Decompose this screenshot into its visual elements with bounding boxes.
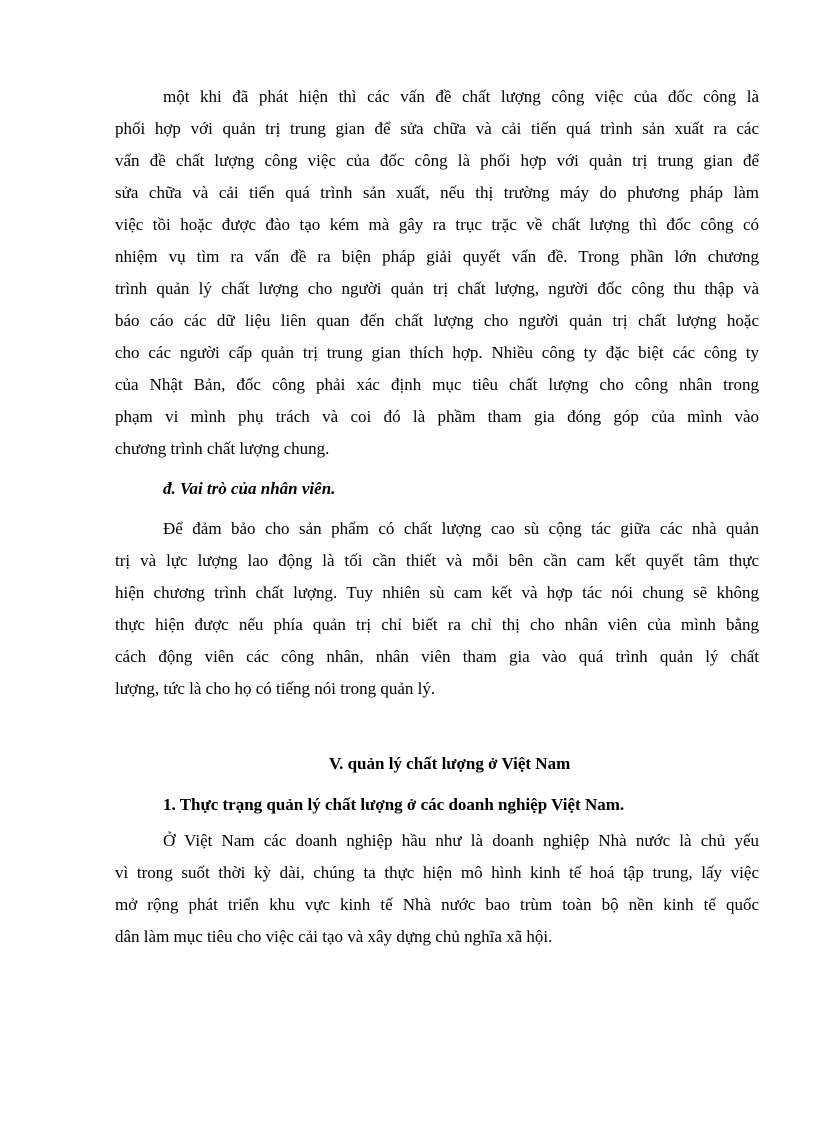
paragraph-line: cách động viên các công nhân, nhân viên tham gia vào quá trình quản lý chất xyxy=(115,647,759,666)
section-heading-current-status: 1. Thực trạng quản lý chất lượng ở các doanh nghiệp Việt Nam. xyxy=(163,795,625,814)
paragraph-line: dân làm mục tiêu cho việc cải tạo và xây dựng chủ nghĩa xã hội. xyxy=(115,927,553,946)
paragraph-line: chương trình chất lượng chung. xyxy=(115,439,330,458)
paragraph-line: vì trong suốt thời kỳ dài, chúng ta thực hiện mô hình kinh tế hoá tập trung, lấy việc xyxy=(115,863,759,882)
paragraph-line: nhiệm vụ tìm ra vấn đề ra biện pháp giải quyết vấn đề. Trong phần lớn chương xyxy=(115,247,759,266)
paragraph-line: mở rộng phát triển khu vực kinh tế Nhà nước bao trùm toàn bộ nền kinh tế quốc xyxy=(115,895,759,914)
paragraph-line: vấn đề chất lượng công việc của đốc công là phối hợp với quản trị trung gian để xyxy=(115,151,759,170)
paragraph-line: thực hiện được nếu phía quản trị chỉ biết ra chỉ thị cho nhân viên của mình bằng xyxy=(115,615,759,634)
paragraph-line: lượng, tức là cho họ có tiếng nói trong quản lý. xyxy=(115,679,436,698)
paragraph-line: Ở Việt Nam các doanh nghiệp hầu như là doanh nghiệp Nhà nước là chủ yếu xyxy=(163,831,759,850)
paragraph-line: trình quản lý chất lượng cho người quản trị chất lượng, người đốc công thu thập và xyxy=(115,279,759,298)
paragraph-line: trị và lực lượng lao động là tối cần thiết và mỗi bên cần cam kết quyết tâm thực xyxy=(115,551,759,570)
paragraph-line: báo cáo các dữ liệu liên quan đến chất lượng cho người quản trị chất lượng hoặc xyxy=(115,311,759,330)
paragraph-line: hiện chương trình chất lượng. Tuy nhiên sù cam kết và hợp tác nói chung sẽ không xyxy=(115,583,759,602)
paragraph-line: Để đảm bảo cho sản phẩm có chất lượng cao sù cộng tác giữa các nhà quản xyxy=(163,519,759,538)
paragraph-line: của Nhật Bản, đốc công phải xác định mục tiêu chất lượng cho công nhân trong xyxy=(115,375,759,394)
paragraph-line: sửa chữa và cải tiến quá trình sản xuất, nếu thị trường máy do phương pháp làm xyxy=(115,183,759,202)
section-heading-role-of-employees: đ. Vai trò của nhân viên. xyxy=(163,479,336,498)
paragraph-line: phạm vi mình phụ trách và coi đó là phầm tham gia đóng góp của mình vào xyxy=(115,407,759,426)
section-heading-vietnam-quality-management: V. quản lý chất lượng ở Việt Nam xyxy=(329,754,571,773)
paragraph-line: việc tồi hoặc được đào tạo kém mà gây ra trục trặc về chất lượng thì đốc công có xyxy=(115,215,759,234)
paragraph-line: một khi đã phát hiện thì các vấn đề chất lượng công việc của đốc công là xyxy=(163,87,759,106)
paragraph-line: cho các người cấp quản trị trung gian thích hợp. Nhiều công ty đặc biệt các công ty xyxy=(115,343,759,362)
paragraph-line: phối hợp với quản trị trung gian để sửa chữa và cải tiến quá trình sản xuất ra các xyxy=(115,119,759,138)
